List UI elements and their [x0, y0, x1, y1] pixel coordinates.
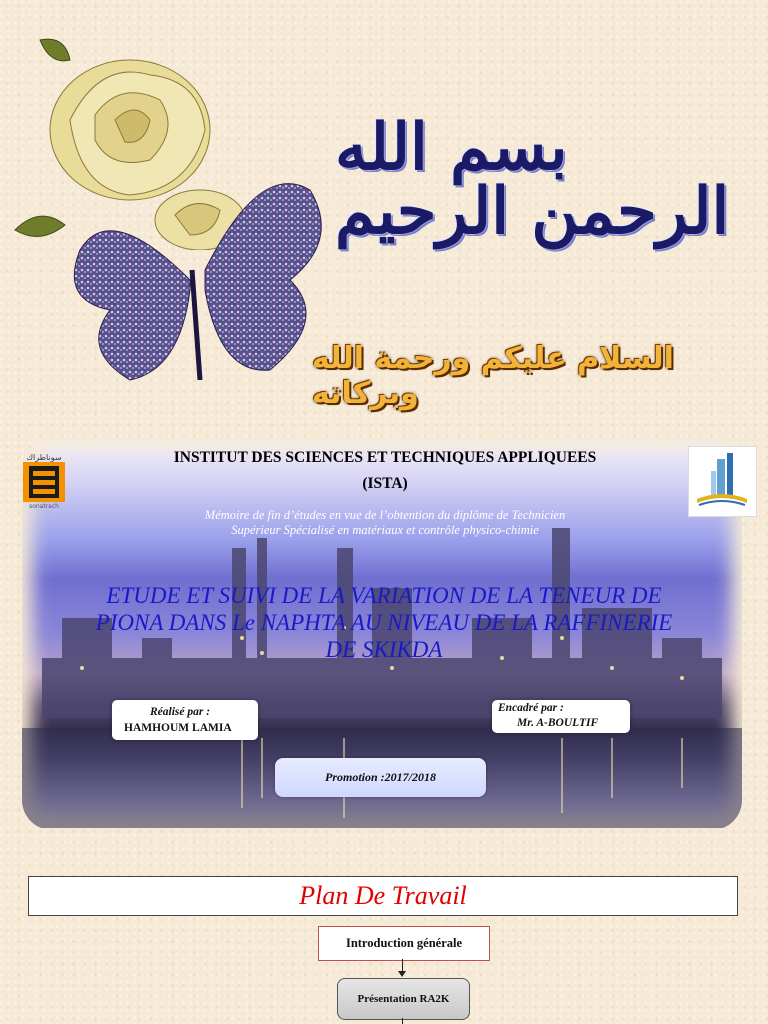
author-box — [112, 700, 258, 740]
thesis-title — [34, 582, 734, 663]
promotion-box — [275, 758, 486, 797]
memoire-line-1: Mémoire de fin d’études en vue de l’obtention du diplôme de Technicien — [204, 508, 566, 522]
author-name: HAMHOUM LAMIA — [124, 722, 232, 734]
title-line-3: DE SKIKDA — [325, 637, 443, 662]
svg-text:sonatrach: sonatrach — [29, 503, 59, 510]
title-line-2: PIONA DANS Le NAPHTA AU NIVEAU DE LA RAFFINERIE — [95, 610, 673, 635]
memoire-line-2: Supérieur Spécialisé en matériaux et contrôle physico-chimie — [231, 523, 539, 537]
plan-step-presentation: Présentation RA2K — [337, 978, 470, 1020]
basmala-text: بسم الله الرحمن الرحيم — [335, 110, 730, 249]
greeting-text: السلام عليكم ورحمة الله وبركاته — [312, 341, 674, 411]
butterfly-decoration — [20, 160, 350, 400]
greeting-calligraphy — [312, 341, 737, 411]
plan-step-introduction: Introduction générale — [318, 926, 490, 961]
institute-name: INSTITUT DES SCIENCES ET TECHNIQUES APPLIQUEES — [173, 449, 597, 466]
supervisor-label: Encadré par : — [498, 702, 564, 714]
memoire-description — [150, 508, 620, 538]
svg-text:سوناطراك: سوناطراك — [26, 453, 62, 462]
flow-arrow-line — [402, 959, 403, 971]
title-line-1: ETUDE ET SUIVI DE LA VARIATION DE LA TENEUR DE — [106, 583, 662, 608]
supervisor-name: Mr. A-BOULTIF — [517, 717, 599, 729]
flow-arrow-head-icon — [398, 971, 406, 977]
ista-logo — [688, 446, 757, 517]
promotion-text: Promotion :2017/2018 — [324, 770, 436, 784]
plan-title: Plan De Travail — [299, 881, 467, 910]
flow-arrow-line-2 — [402, 1018, 403, 1024]
sonatrach-logo — [19, 452, 69, 510]
supervisor-box — [492, 700, 630, 733]
plan-title-box — [28, 876, 738, 916]
basmala-calligraphy — [335, 70, 745, 290]
institute-abbr: (ISTA) — [362, 475, 408, 492]
author-label: Réalisé par : — [150, 706, 211, 718]
